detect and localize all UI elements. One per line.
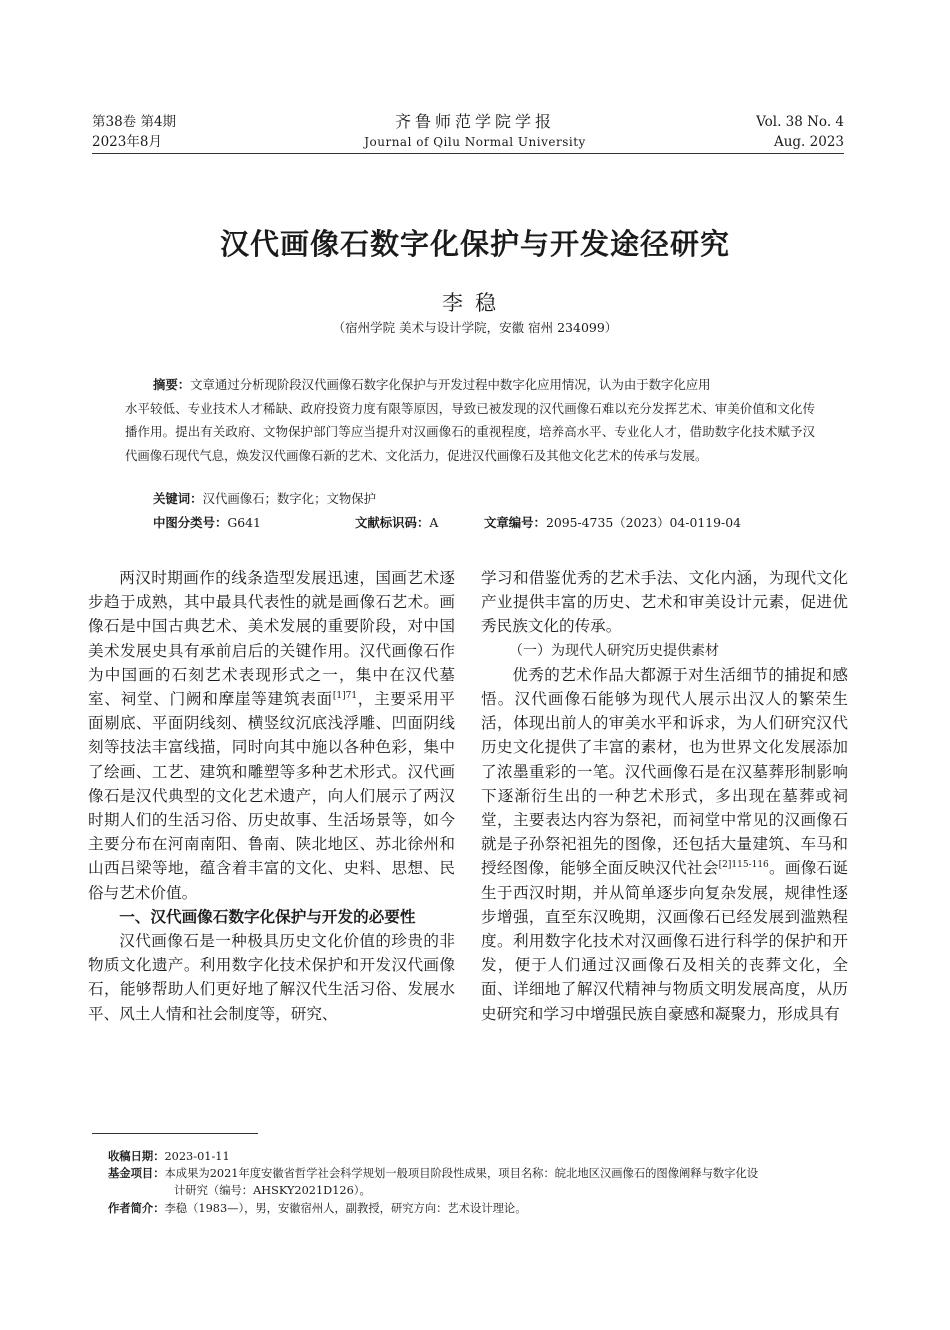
author-bio-value: 李稳（1983—），男，安徽宿州人，副教授，研究方向：艺术设计理论。 <box>164 1202 527 1215</box>
received-value: 2023-01-11 <box>164 1150 230 1163</box>
section-heading: 一、汉代画像石数字化保护与开发的必要性 <box>119 907 416 926</box>
keywords <box>153 489 376 507</box>
abstract-first-line <box>125 373 815 397</box>
abstract <box>125 373 815 467</box>
subsection-heading: （一）为现代人研究历史提供素材 <box>509 642 719 659</box>
author-affiliation: （宿州学院 美术与设计学院，安徽 宿州 234099） <box>332 320 618 335</box>
header-rule <box>92 153 844 154</box>
keywords-label: 关键词： <box>153 491 203 506</box>
volume-issue: 第38卷 第4期 <box>92 114 177 130</box>
journal-volume-issue-en <box>756 112 844 152</box>
article-number-value: 2095-4735（2023）04-0119-04 <box>545 515 741 530</box>
body-paragraph <box>88 566 455 905</box>
received-date <box>108 1148 858 1165</box>
author-bio <box>108 1200 858 1217</box>
body-paragraph <box>481 663 848 1026</box>
fund-line1 <box>108 1165 858 1182</box>
paragraph-text: 两汉时期画作的线条造型发展迅速，国画艺术逐步趋于成熟，其中最具代表性的就是画像石艺术。画像石是中国古典艺术、美术发展的重要阶段，对中国美术发展史具有承前启后的关键作用。汉代画像石作为中国画的石刻艺术表现形式之一，集中在汉代墓室、祠堂、门阙和摩崖等建筑表面 <box>88 569 455 709</box>
clc-value: G641 <box>227 515 261 530</box>
citation: [1]71 <box>332 690 358 701</box>
article-number-label: 文章编号： <box>484 515 546 530</box>
publication-date-en: Aug. 2023 <box>773 134 844 150</box>
author-name: 李稳 <box>442 291 508 315</box>
footnote-rule <box>92 1133 258 1134</box>
fund-text: 本成果为2021年度安徽省哲学社会科学规划一般项目阶段性成果，项目名称：皖北地区汉画像石的图像阐释与数字化设 <box>164 1167 759 1180</box>
abstract-text-line1: 文章通过分析现阶段汉代画像石数字化保护与开发过程中数字化应用情况，认为由于数字化应用 <box>190 377 711 392</box>
doc-code-value: A <box>429 515 439 530</box>
body-left-column <box>88 566 455 1026</box>
body-paragraph: 学习和借鉴优秀的艺术手法、文化内涵，为现代文化产业提供丰富的历史、艺术和审美设计元素，促进优秀民族文化的传承。 <box>481 569 848 636</box>
document-code <box>355 513 438 531</box>
fund-project <box>108 1165 858 1199</box>
paragraph-text: ，主要采用平面剔底、平面阴线刻、横竖纹沉底浅浮雕、凹面阴线刻等技法丰富线描，同时向其中施以各种色彩，集中了绘画、工艺、建筑和雕塑等多种艺术形式。汉代画像石是汉代典型的文化艺术遗产，向人们展示了两汉时期人们的生活习俗、历史故事、生活场景等，如今主要分布在河南南阳、鲁南、陕北地区、苏北徐州和山西吕梁等地，蕴含着丰富的文化、史料、思想、民俗与艺术价值。 <box>88 690 455 902</box>
body-paragraph: 汉代画像石是一种极具历史文化价值的珍贵的非物质文化遗产。利用数字化技术保护和开发汉代画像石，能够帮助人们更好地了解汉代生活习俗、发展水平、风土人情和社会制度等，研究、 <box>88 932 455 1023</box>
paper-title: 汉代画像石数字化保护与开发途径研究 <box>219 227 730 261</box>
clc-label: 中图分类号： <box>153 515 228 530</box>
journal-name-cn: 齐鲁师范学院学报 <box>394 112 555 131</box>
received-label: 收稿日期： <box>108 1150 165 1163</box>
citation: [2]115-116 <box>718 860 769 871</box>
abstract-text-rest: 水平较低、专业技术人才稀缺、政府投资力度有限等原因，导致已被发现的汉代画像石难以充分发挥艺术、审美价值和文化传播作用。提出有关政府、文物保护部门等应当提升对汉画像石的重视程度，培养高水平、专业化人才，借助数字化技术赋予汉代画像石现代气息，焕发汉代画像石新的艺术、文化活力，促进汉代画像石及其他文化艺术的传承与发展。 <box>125 400 815 463</box>
author-bio-label: 作者简介： <box>108 1202 165 1215</box>
doc-code-label: 文献标识码： <box>355 515 430 530</box>
paragraph-text: 优秀的艺术作品大都源于对生活细节的捕捉和感悟。汉代画像石能够为现代人展示出汉人的繁荣生活，体现出前人的审美水平和诉求，为人们研究汉代历史文化提供了丰富的素材，也为世界文化发展添加了浓墨重彩的一笔。汉代画像石是在汉墓葬形制影响下逐渐衍生出的一种艺术形式，多出现在墓葬或祠堂，主要表达内容为祭祀，而祠堂中常见的汉画像石就是子孙祭祀祖先的图像，还包括大量建筑、车马和授经图像，能够全面反映汉代社会 <box>481 665 848 878</box>
paragraph-text: 。画像石诞生于西汉时期，并从简单逐步向复杂发展，规律性逐步增强，直至东汉晚期，汉画像石已经发展到滥熟程度。利用数字化技术对汉画像石进行科学的保护和开发，便于人们通过汉画像石及相关的丧葬文化，全面、详细地了解汉代精神与物质文明发展高度，从历史研究和学习中增强民族自豪感和凝聚力，形成具有 <box>481 859 848 1023</box>
clc-number <box>153 513 261 531</box>
body-right-column <box>481 566 848 1026</box>
fund-label: 基金项目： <box>108 1167 165 1180</box>
volume-issue-en: Vol. 38 No. 4 <box>756 114 844 130</box>
journal-name-en: Journal of Qilu Normal University <box>364 135 586 149</box>
article-number <box>484 513 741 531</box>
keywords-value: 汉代画像石；数字化；文物保护 <box>202 491 377 506</box>
abstract-label: 摘要： <box>153 377 191 392</box>
publication-date: 2023年8月 <box>92 134 162 150</box>
fund-line2: 计研究（编号：AHSKY2021D126）。 <box>174 1184 371 1197</box>
